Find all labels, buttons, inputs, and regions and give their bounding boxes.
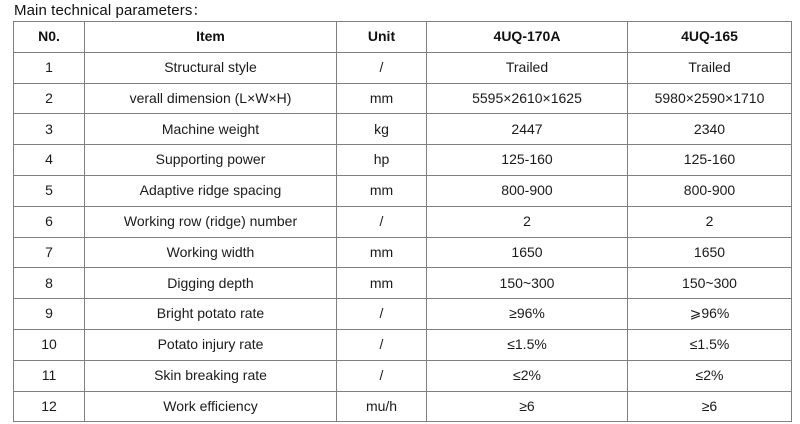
table-row	[14, 83, 792, 114]
cell-4uq-165: 125-160	[628, 145, 792, 176]
cell-item: Working row (ridge) number	[85, 206, 337, 237]
cell-item: Bright potato rate	[85, 299, 337, 330]
cell-4uq-170a: 1650	[427, 237, 628, 268]
header-no: N0.	[14, 22, 85, 53]
cell-item: Work efficiency	[85, 391, 337, 422]
cell-4uq-165: 2340	[628, 114, 792, 145]
cell-item: Adaptive ridge spacing	[85, 175, 337, 206]
header-row	[14, 22, 792, 53]
cell-unit: mu/h	[337, 391, 427, 422]
cell-item: Potato injury rate	[85, 329, 337, 360]
cell-4uq-165: 800-900	[628, 175, 792, 206]
table-row	[14, 52, 792, 83]
table-row	[14, 329, 792, 360]
cell-item: Skin breaking rate	[85, 360, 337, 391]
cell-unit: mm	[337, 175, 427, 206]
table-row	[14, 145, 792, 176]
cell-4uq-170a: 5595×2610×1625	[427, 83, 628, 114]
cell-unit: /	[337, 206, 427, 237]
cell-4uq-165: Trailed	[628, 52, 792, 83]
cell-unit: mm	[337, 83, 427, 114]
cell-unit: /	[337, 360, 427, 391]
cell-no: 6	[14, 206, 85, 237]
cell-no: 11	[14, 360, 85, 391]
cell-4uq-165: ⩾96%	[628, 299, 792, 330]
cell-4uq-165: ≤1.5%	[628, 329, 792, 360]
cell-4uq-170a: ≤2%	[427, 360, 628, 391]
table-row	[14, 175, 792, 206]
header-4uq-165: 4UQ-165	[628, 22, 792, 53]
cell-unit: /	[337, 52, 427, 83]
cell-item: Working width	[85, 237, 337, 268]
table-row	[14, 114, 792, 145]
cell-no: 1	[14, 52, 85, 83]
cell-no: 7	[14, 237, 85, 268]
table-row	[14, 299, 792, 330]
header-unit: Unit	[337, 22, 427, 53]
table-row	[14, 237, 792, 268]
header-item: Item	[85, 22, 337, 53]
cell-no: 8	[14, 268, 85, 299]
cell-no: 9	[14, 299, 85, 330]
table-row	[14, 206, 792, 237]
cell-4uq-170a: 800-900	[427, 175, 628, 206]
parameters-table	[13, 21, 792, 422]
cell-unit: /	[337, 299, 427, 330]
cell-item: Supporting power	[85, 145, 337, 176]
header-4uq-170a: 4UQ-170A	[427, 22, 628, 53]
cell-4uq-165: 1650	[628, 237, 792, 268]
cell-4uq-170a: ≥96%	[427, 299, 628, 330]
cell-no: 12	[14, 391, 85, 422]
table-row	[14, 360, 792, 391]
cell-unit: /	[337, 329, 427, 360]
cell-4uq-165: ≥6	[628, 391, 792, 422]
cell-4uq-170a: 125-160	[427, 145, 628, 176]
cell-no: 2	[14, 83, 85, 114]
page-title: Main technical parameters：	[14, 2, 208, 19]
cell-no: 5	[14, 175, 85, 206]
cell-4uq-165: 150~300	[628, 268, 792, 299]
cell-no: 3	[14, 114, 85, 145]
cell-4uq-170a: ≤1.5%	[427, 329, 628, 360]
table-row	[14, 268, 792, 299]
cell-4uq-170a: 2	[427, 206, 628, 237]
cell-unit: mm	[337, 268, 427, 299]
cell-no: 4	[14, 145, 85, 176]
cell-unit: kg	[337, 114, 427, 145]
cell-item: Digging depth	[85, 268, 337, 299]
cell-item: Machine weight	[85, 114, 337, 145]
cell-4uq-170a: 150~300	[427, 268, 628, 299]
cell-4uq-165: 2	[628, 206, 792, 237]
cell-4uq-170a: ≥6	[427, 391, 628, 422]
cell-4uq-165: 5980×2590×1710	[628, 83, 792, 114]
cell-item: Structural style	[85, 52, 337, 83]
cell-unit: mm	[337, 237, 427, 268]
table-row	[14, 391, 792, 422]
cell-no: 10	[14, 329, 85, 360]
cell-unit: hp	[337, 145, 427, 176]
cell-4uq-165: ≤2%	[628, 360, 792, 391]
cell-4uq-170a: 2447	[427, 114, 628, 145]
cell-4uq-170a: Trailed	[427, 52, 628, 83]
cell-item: verall dimension (L×W×H)	[85, 83, 337, 114]
